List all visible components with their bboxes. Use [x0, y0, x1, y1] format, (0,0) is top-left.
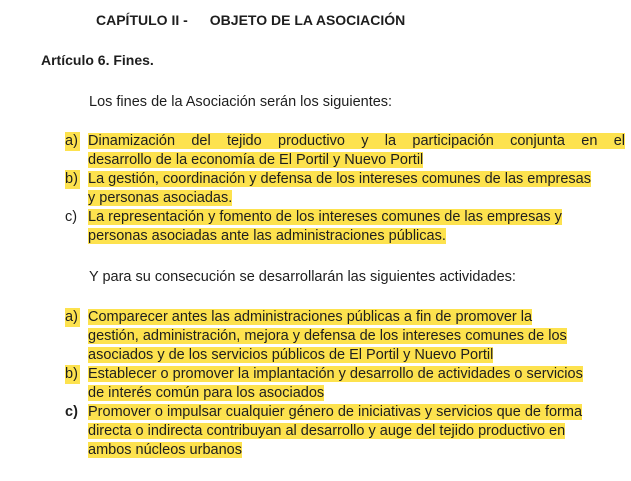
chapter-title: CAPÍTULO II - — [96, 12, 188, 28]
list-marker: c) — [65, 209, 78, 225]
list-item-line: directa o indirecta contribuyan al desarrollo y auge del tejido productivo en — [88, 423, 566, 439]
list-item-line: personas asociadas ante las administraciones públicas. — [88, 228, 446, 244]
list-item-line: asociados y de los servicios públicos de El Portil y Nuevo Portil — [88, 347, 494, 363]
list-item-line: desarrollo de la economía de El Portil y Nuevo Portil — [88, 152, 424, 168]
chapter-heading — [96, 12, 405, 28]
actividades-item-a — [65, 308, 625, 365]
fines-item-c — [65, 208, 625, 246]
fines-list — [65, 132, 625, 246]
list-item-line: Dinamización del tejido productivo y la participación conjunta en el — [88, 133, 625, 149]
actividades-item-c — [65, 403, 625, 460]
list-marker: a) — [65, 309, 78, 325]
list-marker: c) — [65, 404, 78, 420]
list-item-line: ambos núcleos urbanos — [88, 442, 242, 458]
actividades-intro: Y para su consecución se desarrollarán las siguientes actividades: — [89, 269, 516, 285]
list-item-line: Promover o impulsar cualquier género de iniciativas y servicios que de forma — [88, 404, 583, 420]
actividades-item-b — [65, 365, 625, 403]
list-item-line: La representación y fomento de los intereses comunes de las empresas y — [88, 209, 562, 225]
fines-item-a — [65, 132, 625, 170]
fines-item-b — [65, 170, 625, 208]
list-item-line: Establecer o promover la implantación y desarrollo de actividades o servicios — [88, 366, 583, 382]
list-item-line: y personas asociadas. — [88, 190, 233, 206]
list-marker: a) — [65, 133, 78, 149]
list-item-line: de interés común para los asociados — [88, 385, 325, 401]
list-marker: b) — [65, 171, 78, 187]
list-item-line: La gestión, coordinación y defensa de los intereses comunes de las empresas — [88, 171, 591, 187]
list-item-line: Comparecer antes las administraciones públicas a fin de promover la — [88, 309, 533, 325]
list-item-line: gestión, administración, mejora y defensa de los intereses comunes de los — [88, 328, 567, 344]
chapter-subtitle: OBJETO DE LA ASOCIACIÓN — [209, 12, 406, 28]
fines-intro: Los fines de la Asociación serán los siguientes: — [89, 94, 393, 110]
actividades-list — [65, 308, 625, 460]
article-heading: Artículo 6. Fines. — [41, 52, 154, 68]
list-marker: b) — [65, 366, 78, 382]
